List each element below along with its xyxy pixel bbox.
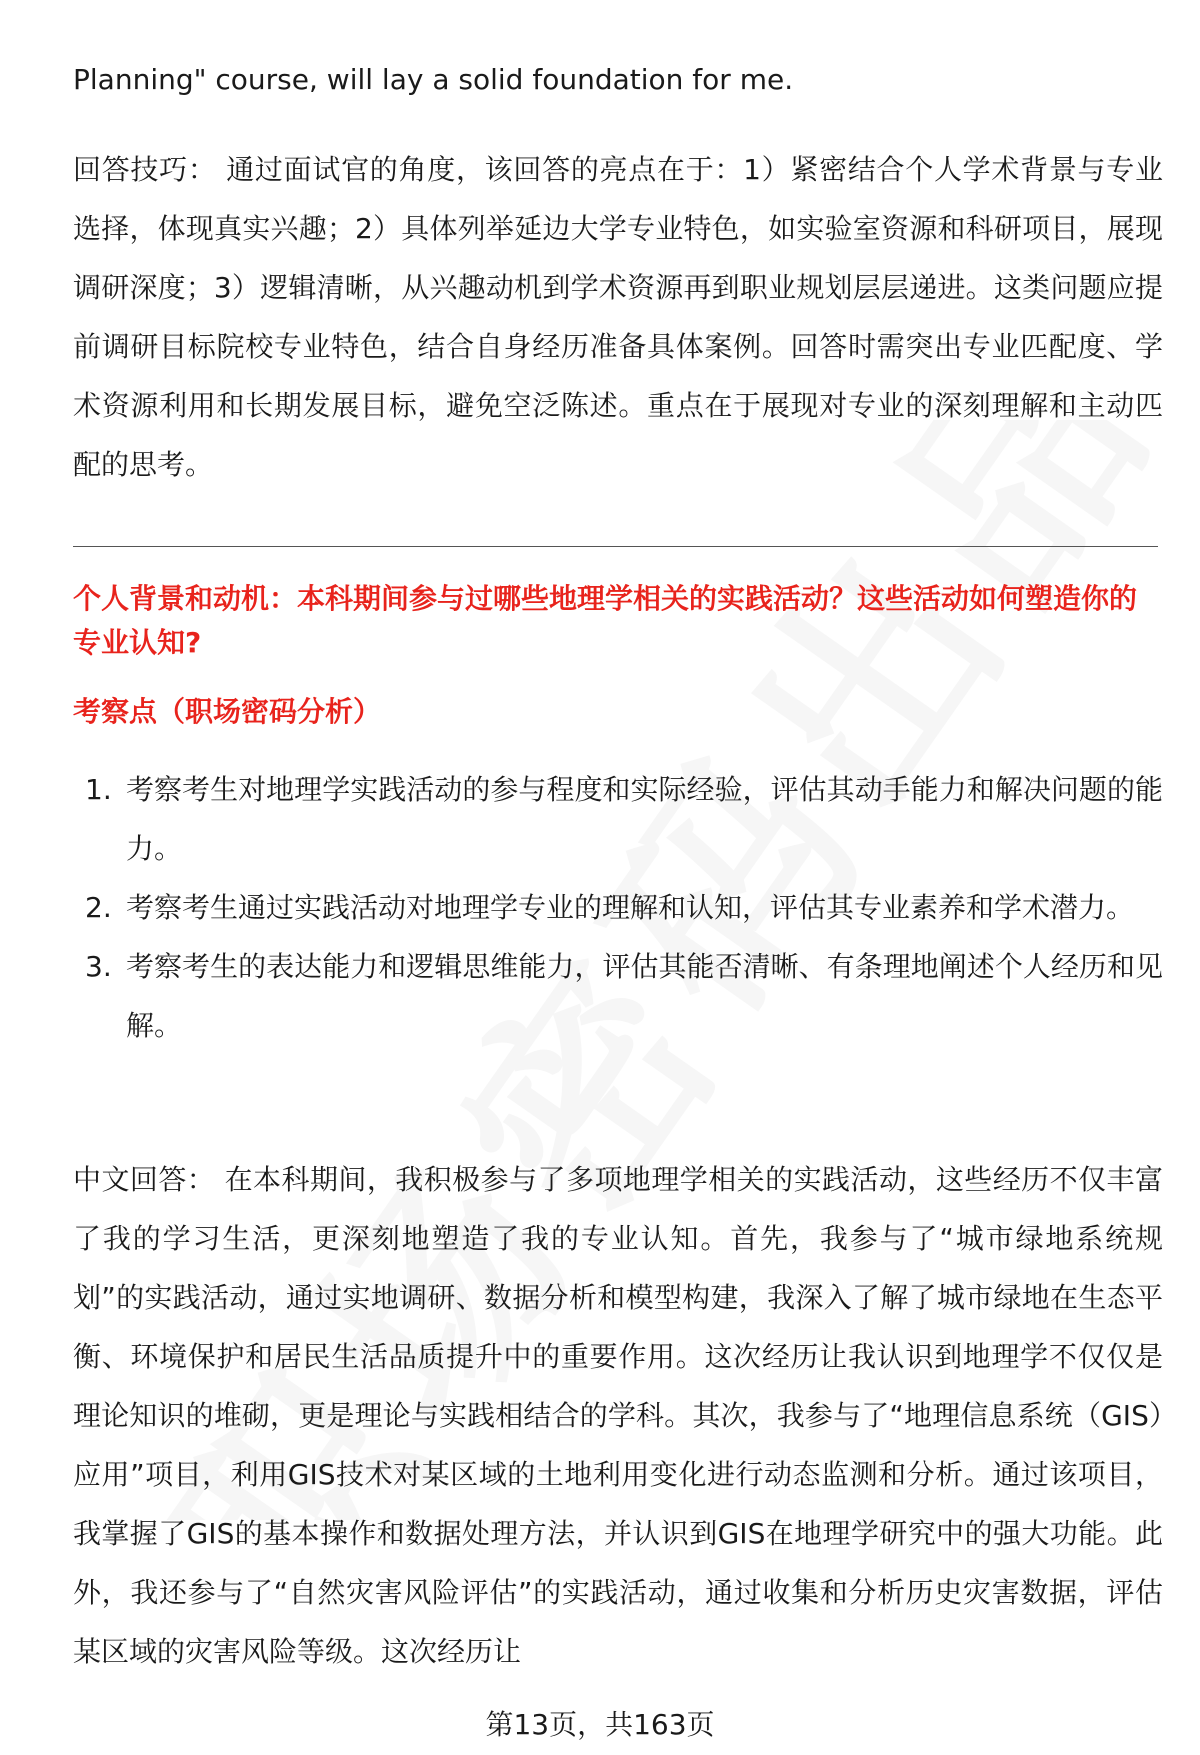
- assessment-points-list: [73, 760, 1163, 1055]
- list-number: 3.: [85, 950, 112, 983]
- tips-text: 通过面试官的角度，该回答的亮点在于：1）紧密结合个人学术背景与专业选择，体现真实兴趣；2）具体列举延边大学专业特色，如实验室资源和科研项目，展现调研深度；3）逻辑清晰，从兴趣动机到学术资源再到职业规划层层递进。这类问题应提前调研目标院校专业特色，结合自身经历准备具体案例。回答时需突出专业匹配度、学术资源利用和长期发展目标，避免空泛陈述。重点在于展现对专业的深刻理解和主动匹配的思考。: [73, 153, 1163, 481]
- list-text: 考察考生的表达能力和逻辑思维能力，评估其能否清晰、有条理地阐述个人经历和见解。: [126, 950, 1163, 1042]
- answer-label: 中文回答：: [73, 1163, 216, 1196]
- page-number-footer: 第13页，共163页: [485, 1708, 715, 1741]
- question-heading: 个人背景和动机：本科期间参与过哪些地理学相关的实践活动？这些活动如何塑造你的专业认知?: [73, 582, 1138, 659]
- subheading: 考察点（职场密码分析）: [73, 695, 382, 728]
- list-number: 1.: [85, 773, 112, 806]
- list-number: 2.: [85, 891, 112, 924]
- tips-paragraph: [73, 140, 1163, 494]
- top-paragraph: Planning" course, will lay a solid foundation for me.: [73, 63, 794, 96]
- list-text: 考察考生通过实践活动对地理学专业的理解和认知，评估其专业素养和学术潜力。: [126, 891, 1135, 924]
- list-item: [73, 937, 1163, 1055]
- list-item: [73, 878, 1163, 937]
- list-text: 考察考生对地理学实践活动的参与程度和实际经验，评估其动手能力和解决问题的能力。: [126, 773, 1163, 865]
- answer-paragraph: [73, 1150, 1163, 1681]
- answer-text: 在本科期间，我积极参与了多项地理学相关的实践活动，这些经历不仅丰富了我的学习生活，更深刻地塑造了我的专业认知。首先，我参与了“城市绿地系统规划”的实践活动，通过实地调研、数据分析和模型构建，我深入了解了城市绿地在生态平衡、环境保护和居民生活品质提升中的重要作用。这次经历让我认识到地理学不仅仅是理论知识的堆砌，更是理论与实践相结合的学科。其次，我参与了“地理信息系统（GIS）应用”项目，利用GIS技术对某区域的土地利用变化进行动态监测和分析。通过该项目，我掌握了GIS的基本操作和数据处理方法，并认识到GIS在地理学研究中的强大功能。此外，我还参与了“自然灾害风险评估”的实践活动，通过收集和分析历史灾害数据，评估某区域的灾害风险等级。这次经历让: [73, 1163, 1163, 1668]
- list-item: [73, 760, 1163, 878]
- section-divider: [73, 546, 1158, 547]
- tips-label: 回答技巧：: [73, 153, 217, 186]
